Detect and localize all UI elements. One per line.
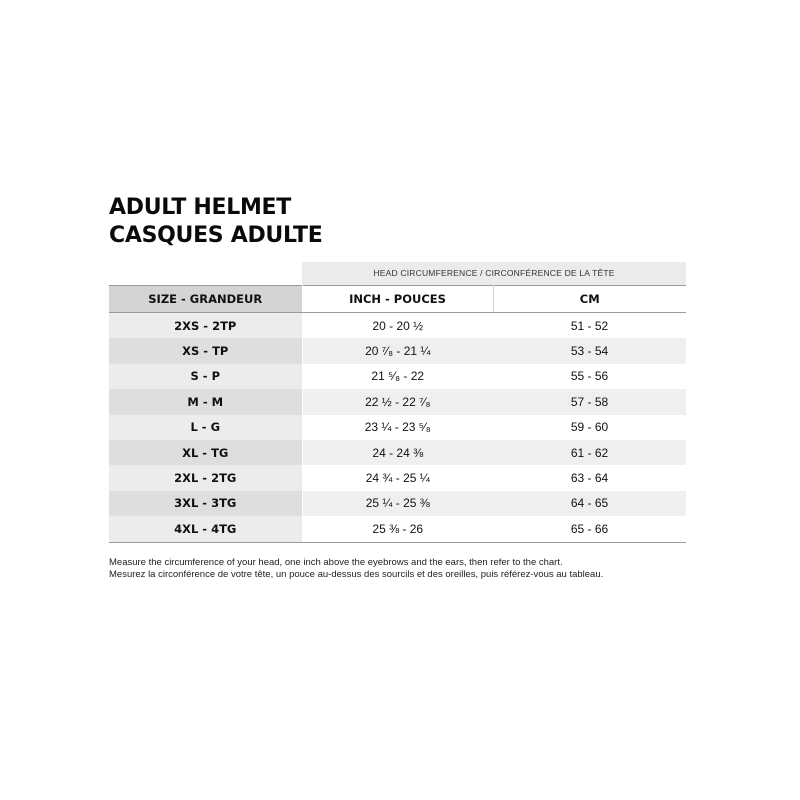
size-cell: XL - TG (109, 440, 302, 465)
cm-cell: 61 - 62 (493, 440, 686, 465)
cm-cell: 65 - 66 (493, 516, 686, 542)
size-cell: 4XL - 4TG (109, 516, 302, 542)
cm-cell: 51 - 52 (493, 313, 686, 339)
table-row (109, 491, 686, 516)
cm-cell: 55 - 56 (493, 364, 686, 389)
inch-cell: 20 ⁷⁄₈ - 21 ¼ (302, 338, 493, 363)
inch-column-header: INCH - POUCES (302, 286, 493, 313)
table-row (109, 313, 686, 339)
inch-cell: 24 - 24 ⅜ (302, 440, 493, 465)
inch-cell: 24 ¾ - 25 ¼ (302, 465, 493, 490)
size-cell: 2XS - 2TP (109, 313, 302, 339)
inch-cell: 25 ¼ - 25 ⅜ (302, 491, 493, 516)
size-table (109, 285, 686, 543)
title-block (109, 194, 322, 250)
cm-column-header: CM (493, 286, 686, 313)
inch-cell: 20 - 20 ½ (302, 313, 493, 339)
size-cell: XS - TP (109, 338, 302, 363)
inch-cell: 25 ⅜ - 26 (302, 516, 493, 542)
table-row (109, 465, 686, 490)
size-cell: M - M (109, 389, 302, 414)
instruction-french: Mesurez la circonférence de votre tête, un pouce au-dessus des sourcils et des oreilles, puis référez-vous au tableau. (109, 568, 604, 580)
title-english: ADULT HELMET (109, 195, 291, 220)
cm-cell: 64 - 65 (493, 491, 686, 516)
table-row (109, 516, 686, 542)
title-french: CASQUES ADULTE (109, 223, 323, 248)
cm-cell: 53 - 54 (493, 338, 686, 363)
size-cell: 3XL - 3TG (109, 491, 302, 516)
table-row (109, 440, 686, 465)
table-row (109, 364, 686, 389)
size-cell: L - G (109, 415, 302, 440)
measurement-instructions (109, 557, 603, 580)
table-row (109, 338, 686, 363)
size-column-header: SIZE - GRANDEUR (109, 286, 302, 313)
cm-cell: 59 - 60 (493, 415, 686, 440)
instruction-english: Measure the circumference of your head, one inch above the eyebrows and the ears, then refer to the chart. (109, 557, 563, 568)
inch-cell: 21 ⁵⁄₈ - 22 (302, 364, 493, 389)
table-row (109, 389, 686, 414)
size-cell: 2XL - 2TG (109, 465, 302, 490)
inch-cell: 23 ¼ - 23 ⁵⁄₈ (302, 415, 493, 440)
head-circumference-header: HEAD CIRCUMFERENCE / CIRCONFÉRENCE DE LA TÊTE (302, 262, 686, 285)
table-header-row (109, 286, 686, 313)
cm-cell: 63 - 64 (493, 465, 686, 490)
size-cell: S - P (109, 364, 302, 389)
inch-cell: 22 ½ - 22 ⁷⁄₈ (302, 389, 493, 414)
table-row (109, 415, 686, 440)
cm-cell: 57 - 58 (493, 389, 686, 414)
